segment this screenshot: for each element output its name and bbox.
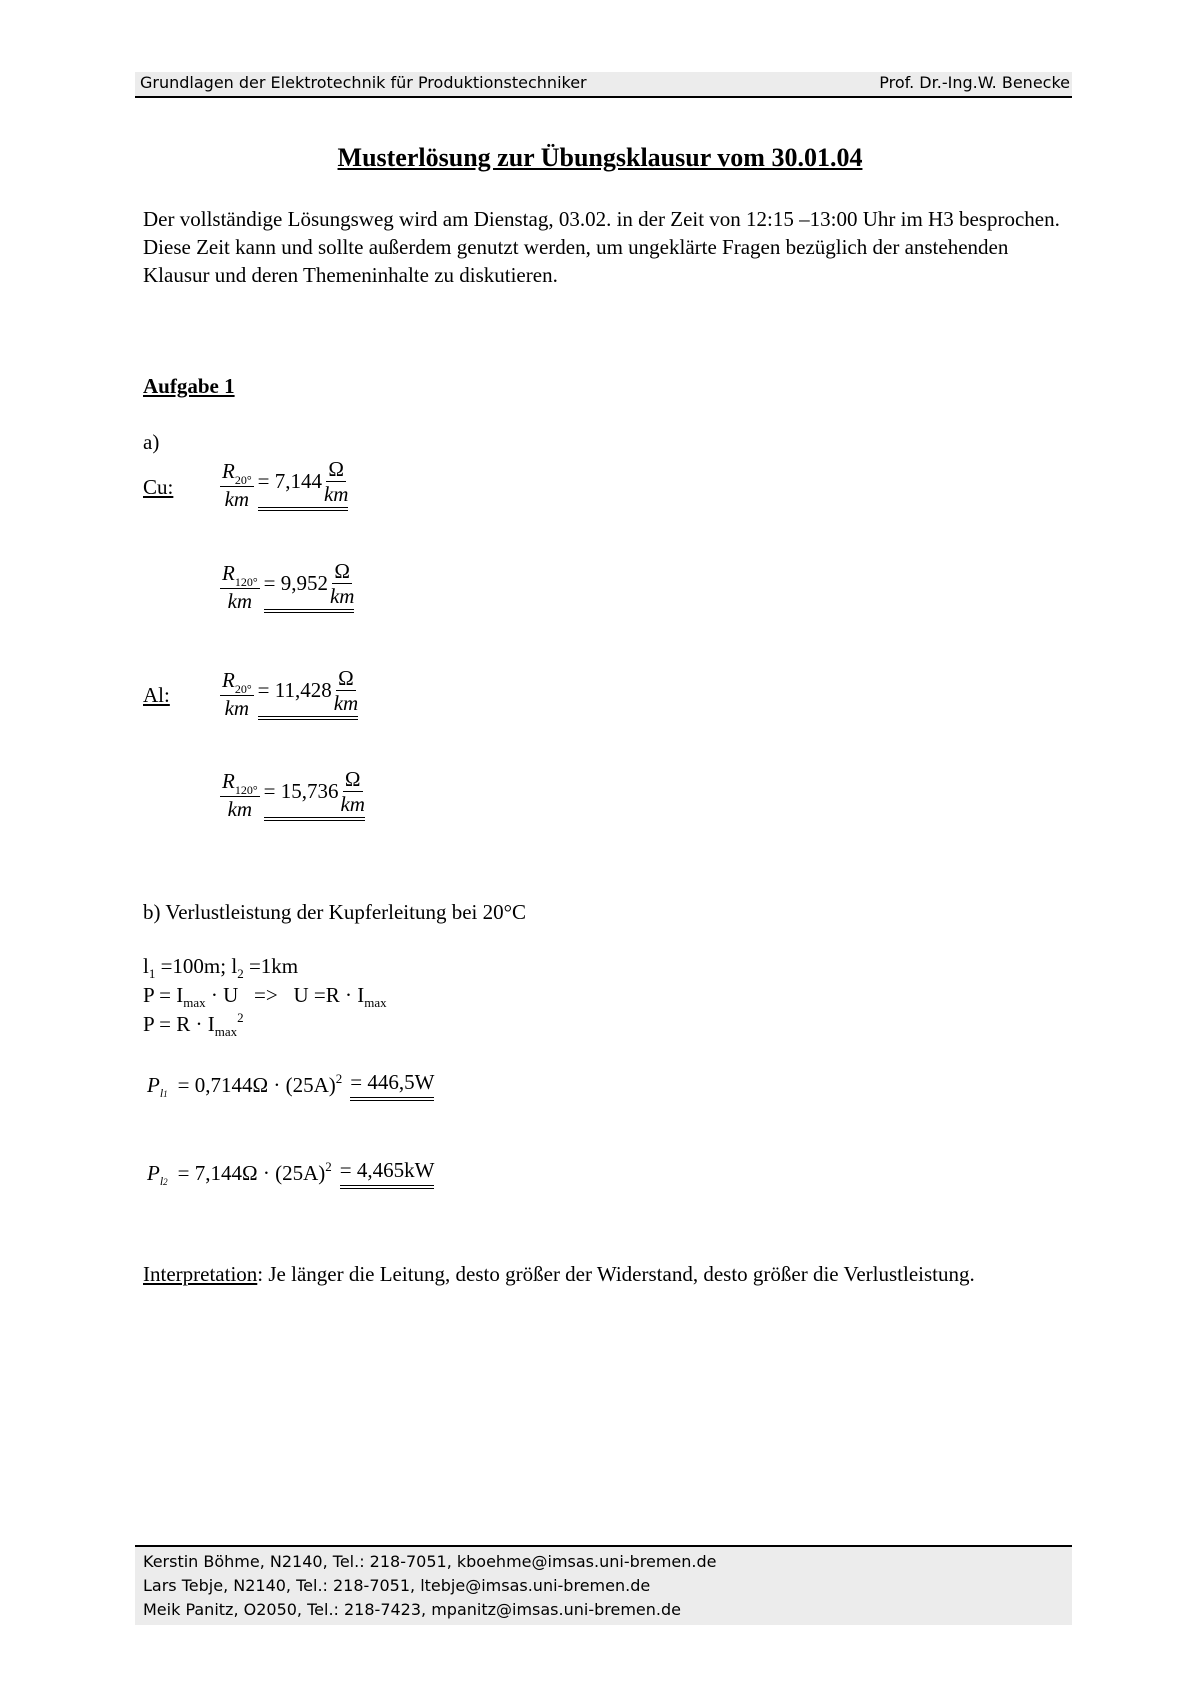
result-p-l1: = 446,5W <box>350 1070 434 1101</box>
header-course-title: Grundlagen der Elektrotechnik für Produktionstechniker <box>140 73 587 92</box>
footer-contact-1: Kerstin Böhme, N2140, Tel.: 218-7051, kboehme@imsas.uni-bremen.de <box>143 1552 717 1571</box>
result-al-20: = 11,428 $\frac{\Omega}{km}$ <box>258 667 359 720</box>
interpretation-paragraph <box>143 1260 1073 1288</box>
power-formula-line: $P = R \cdot I_{max}^2$ <box>143 1010 244 1039</box>
part-a-label: a) <box>143 430 160 454</box>
result-cu-120: = 9,952 $\frac{\Omega}{km}$ <box>264 560 355 613</box>
formula-cu-20 <box>220 458 348 511</box>
cu-label: Cu: <box>143 475 174 499</box>
part-b-heading: b) Verlustleistung der Kupferleitung bei 20°C <box>143 900 527 924</box>
intro-paragraph: Der vollständige Lösungsweg wird am Dienstag, 03.02. in der Zeit von 12:15 –13:00 Uhr im H3 besprochen. Diese Zeit kann und sollte außerdem genutzt werden, um ungeklärte Fragen bezüglich der anstehenden Klausur und deren Themeninhalte zu diskutieren. <box>143 207 1060 287</box>
power-line: $P = I_{max} \cdot U => U =R \cdot I_{max}$ <box>143 983 387 1010</box>
lengths-line: $l_1 =100m$; $l_2 =1km$ <box>143 954 299 981</box>
interpretation-text: : Je länger die Leitung, desto größer der Widerstand, desto größer die Verlustleistung. <box>257 1262 975 1286</box>
section-heading: Aufgabe 1 <box>143 374 235 398</box>
fraction: $\frac{R_{20^\circ}}{km}$ <box>222 458 252 511</box>
formula-cu-120: $\frac{R_{120^\circ}}{km}$ = 9,952 $\frac{\Omega}{km}$ <box>222 559 355 613</box>
part-b-givens <box>143 953 387 1040</box>
formula-al-20: $\frac{R_{20^\circ}}{km}$ = 11,428 $\frac{\Omega}{km}$ <box>222 666 359 720</box>
al-label: Al: <box>143 683 170 707</box>
result-al-120: = 15,736 $\frac{\Omega}{km}$ <box>264 768 365 821</box>
result-p-l2: = 4,465kW <box>340 1158 435 1189</box>
footer-contact-3: Meik Panitz, O2050, Tel.: 218-7423, mpanitz@imsas.uni-bremen.de <box>143 1600 681 1619</box>
interpretation-label: Interpretation <box>143 1262 258 1286</box>
page-title: Musterlösung zur Übungsklausur vom 30.01.04 <box>337 143 863 172</box>
header-professor: Prof. Dr.-Ing.W. Benecke <box>879 73 1070 92</box>
formula-p-l1: $P_{l1}$ = $0,7144\Omega \cdot (25A)^2$ = 446,5W <box>147 1070 435 1100</box>
footer-contact-2: Lars Tebje, N2140, Tel.: 218-7051, ltebje@imsas.uni-bremen.de <box>143 1576 651 1595</box>
formula-al-120: $\frac{R_{120^\circ}}{km}$ = 15,736 $\frac{\Omega}{km}$ <box>222 767 365 821</box>
formula-p-l2: $P_{l2}$ = $7,144\Omega \cdot (25A)^2$ = 4,465kW <box>147 1158 435 1188</box>
result-cu-20: = 7,144 $\frac{\Omega}{km}$ <box>258 458 349 511</box>
